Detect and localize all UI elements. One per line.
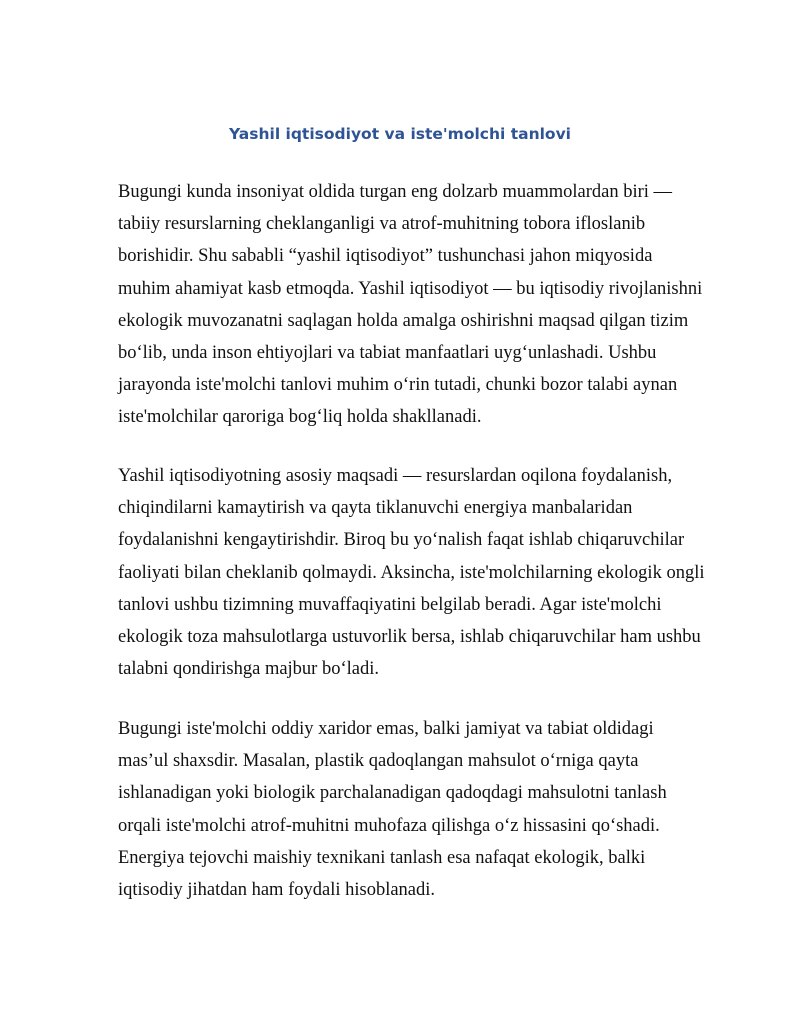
- paragraph-3: Bugungi iste'molchi oddiy xaridor emas, balki jamiyat va tabiat oldidagi mas’ul shaxsdir. Masalan, plastik qadoqlangan mahsulot o‘rniga qayta ishlanadigan yoki biologik parchalanadigan qadoqdagi mahsulotni tanlash orqali iste'molchi atrof-muhitni muhofaza qilishga o‘z hissasini qo‘shadi. Energiya tejovchi maishiy texnikani tanlash esa nafaqat ekologik, balki iqtisodiy jihatdan ham foydali hisoblanadi.: [118, 719, 667, 901]
- paragraph-1: Bugungi kunda insoniyat oldida turgan eng dolzarb muammolardan biri — tabiiy resurslarning cheklanganligi va atrof-muhitning tobora ifloslanib borishidir. Shu sababli “yashil iqtisodiyot” tushunchasi jahon miqyosida muhim ahamiyat kasb etmoqda. Yashil iqtisodiyot — bu iqtisodiy rivojlanishni ekologik muvozanatni saqlagan holda amalga oshirishni maqsad qilgan tizim bo‘lib, unda inson ehtiyojlari va tabiat manfaatlari uyg‘unlashadi. Ushbu jarayonda iste'molchi tanlovi muhim o‘rin tutadi, chunki bozor talabi aynan iste'molchilar qaroriga bog‘liq holda shakllanadi.: [118, 182, 703, 428]
- document-title: Yashil iqtisodiyot va iste'molchi tanlovi: [228, 125, 571, 143]
- paragraph-2: Yashil iqtisodiyotning asosiy maqsadi — resurslardan oqilona foydalanish, chiqindilarni kamaytirish va qayta tiklanuvchi energiya manbalaridan foydalanishni kengaytirishdir. Biroq bu yo‘nalish faqat ishlab chiqaruvchilar faoliyati bilan cheklanib qolmaydi. Aksincha, iste'molchilarning ekologik ongli tanlovi ushbu tizimning muvaffaqiyatini belgilab beradi. Agar iste'molchi ekologik toza mahsulotlarga ustuvorlik bersa, ishlab chiqaruvchilar ham ushbu talabni qondirishga majbur bo‘ladi.: [118, 466, 705, 680]
